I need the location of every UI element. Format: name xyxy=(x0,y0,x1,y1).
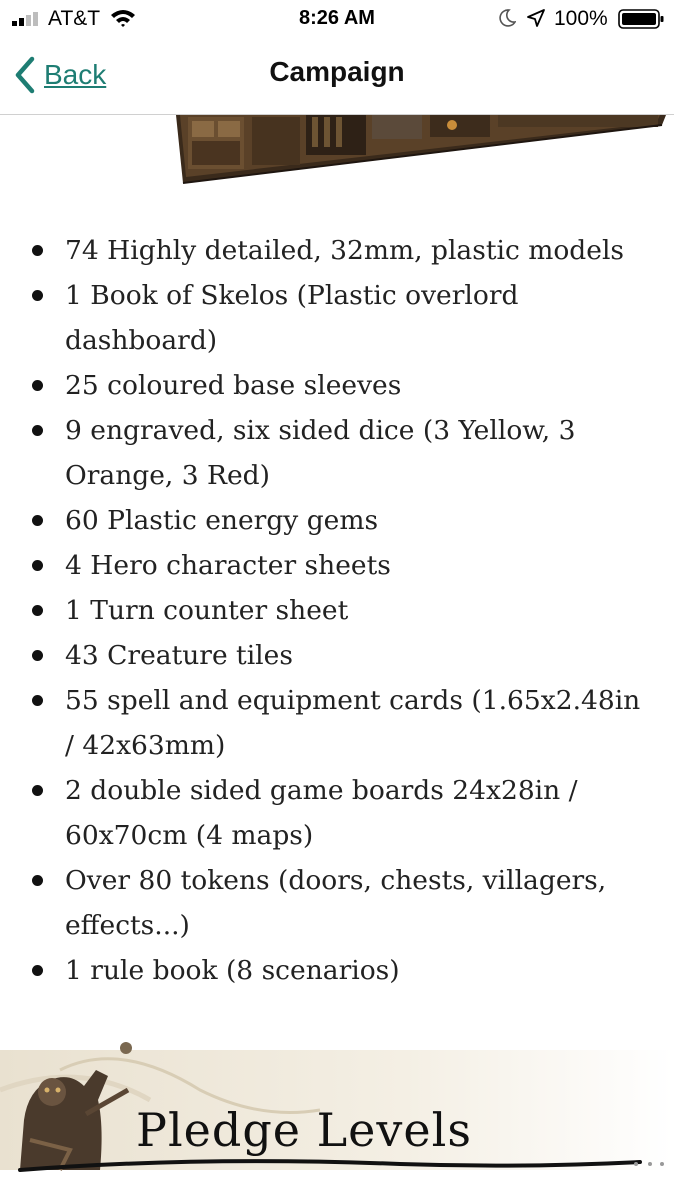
bullet-icon xyxy=(32,515,43,526)
bullet-icon xyxy=(32,290,43,301)
list-item: 74 Highly detailed, 32mm, plastic models xyxy=(0,228,674,273)
list-item: 1 Book of Skelos (Plastic overlord dashboard) xyxy=(0,273,674,363)
back-label: Back xyxy=(44,59,107,90)
bullet-icon xyxy=(32,425,43,436)
carrier-name: AT&T xyxy=(48,7,101,30)
bullet-icon xyxy=(32,695,43,706)
contents-list xyxy=(0,228,674,993)
clock: 8:26 AM xyxy=(299,7,375,29)
list-item: 25 coloured base sleeves xyxy=(0,363,674,408)
game-board-image xyxy=(0,115,674,195)
location-arrow-icon xyxy=(526,8,546,28)
bullet-icon xyxy=(32,380,43,391)
bullet-icon xyxy=(32,965,43,976)
list-item: Over 80 tokens (doors, chests, villagers, effects...) xyxy=(0,858,674,948)
pledge-levels-banner xyxy=(0,1030,674,1200)
bullet-icon xyxy=(32,560,43,571)
bullet-icon xyxy=(32,605,43,616)
battery-icon xyxy=(618,9,664,29)
navigation-bar xyxy=(0,38,674,115)
do-not-disturb-icon xyxy=(498,8,516,28)
list-item: 60 Plastic energy gems xyxy=(0,498,674,543)
bullet-icon xyxy=(32,875,43,886)
list-item: 1 Turn counter sheet xyxy=(0,588,674,633)
bullet-icon xyxy=(32,245,43,256)
page-title: Campaign xyxy=(269,56,405,87)
list-item: 43 Creature tiles xyxy=(0,633,674,678)
list-item: 1 rule book (8 scenarios) xyxy=(0,948,674,993)
list-item: 4 Hero character sheets xyxy=(0,543,674,588)
banner-title: Pledge Levels xyxy=(136,1103,472,1157)
status-bar xyxy=(0,0,674,38)
list-item: 2 double sided game boards 24x28in / 60x70cm (4 maps) xyxy=(0,768,674,858)
bullet-icon xyxy=(32,785,43,796)
bullet-icon xyxy=(32,650,43,661)
list-item: 55 spell and equipment cards (1.65x2.48in / 42x63mm) xyxy=(0,678,674,768)
battery-percentage: 100% xyxy=(554,7,608,30)
list-item: 9 engraved, six sided dice (3 Yellow, 3 Orange, 3 Red) xyxy=(0,408,674,498)
